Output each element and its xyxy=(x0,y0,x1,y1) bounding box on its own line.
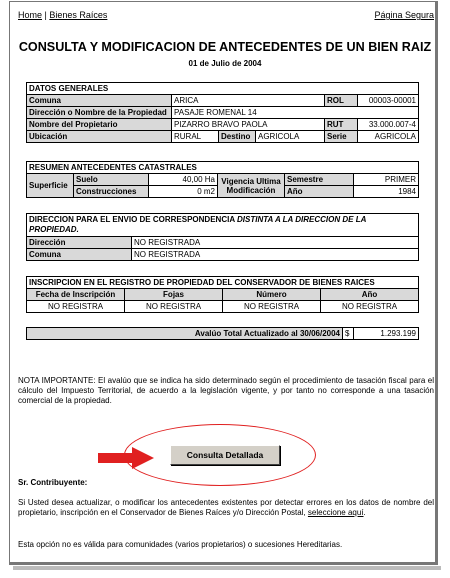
construcciones-label: Construcciones xyxy=(74,186,149,198)
comuna-value: ARICA xyxy=(172,95,325,107)
datos-header: DATOS GENERALES xyxy=(27,83,419,95)
datos-generales-table xyxy=(26,82,419,143)
inscripcion-table xyxy=(26,276,419,313)
page-shadow xyxy=(13,566,441,570)
nota-importante: NOTA IMPORTANTE: El avalúo que se indica ha sido determinado según el procedimiento de tasación fiscal para el cálculo del Impuesto Territorial, de acuerdo a la legislación vigente, y por tanto no corresponde a una tasación comercial de la propiedad. xyxy=(18,376,434,405)
corr-comuna-label: Comuna xyxy=(27,249,132,261)
suelo-value: 40,00 Ha xyxy=(149,174,218,186)
secure-page-link[interactable]: Página Segura xyxy=(374,10,434,20)
propietario-value: PIZARRO BRAVO PAOLA xyxy=(172,119,325,131)
comuna-label: Comuna xyxy=(27,95,172,107)
consulta-detallada-button[interactable]: Consulta Detallada xyxy=(170,445,280,465)
semestre-value: PRIMER xyxy=(354,174,419,186)
correspondencia-table xyxy=(26,213,419,261)
resumen-header: RESUMEN ANTECEDENTES CATASTRALES xyxy=(27,162,419,174)
serie-value: AGRICOLA xyxy=(358,131,419,143)
vigencia-label: Vigencia Ultima Modificación xyxy=(218,174,285,198)
home-link[interactable]: Home xyxy=(18,10,43,20)
ubicacion-label: Ubicación xyxy=(27,131,172,143)
red-arrow-icon xyxy=(98,447,158,469)
inscripcion-col-numero: Número xyxy=(223,289,321,301)
opcion-note: Esta opción no es válida para comunidades (varios propietarios) o sucesiones Hereditarias. xyxy=(18,540,343,549)
destino-value: AGRICOLA xyxy=(256,131,325,143)
contribuyente-heading: Sr. Contribuyente: xyxy=(18,478,88,487)
avaluo-currency: $ xyxy=(343,328,354,340)
ubicacion-value: RURAL xyxy=(172,131,219,143)
suelo-label: Suelo xyxy=(74,174,149,186)
correspondencia-header-a: DIRECCION PARA EL ENVIO DE CORRESPONDENCIA xyxy=(29,215,238,224)
rut-value: 33.000.007-4 xyxy=(358,119,419,131)
inscripcion-fojas-value: NO REGISTRA xyxy=(125,301,223,313)
resumen-table xyxy=(26,161,419,198)
inscripcion-col-ano: Año xyxy=(321,289,419,301)
page-date: 01 de Julio de 2004 xyxy=(188,59,262,68)
top-nav xyxy=(18,10,434,20)
superficie-label: Superficie xyxy=(27,174,74,198)
direccion-value: PASAJE ROMENAL 14 xyxy=(172,107,419,119)
serie-label: Serie xyxy=(325,131,358,143)
inscripcion-header: INSCRIPCION EN EL REGISTRO DE PROPIEDAD DEL CONSERVADOR DE BIENES RAICES xyxy=(27,277,419,289)
bienes-raices-link[interactable]: Bienes Raíces xyxy=(49,10,108,20)
correspondencia-header-b: DISTINTA A LA DIRECCION DE LA PROPIEDAD. xyxy=(29,215,367,234)
ano-value: 1984 xyxy=(354,186,419,198)
semestre-label: Semestre xyxy=(285,174,354,186)
corr-direccion-value: NO REGISTRADA xyxy=(132,237,419,249)
rut-label: RUT xyxy=(325,119,358,131)
inscripcion-numero-value: NO REGISTRA xyxy=(223,301,321,313)
avaluo-table xyxy=(26,327,419,340)
propietario-label: Nombre del Propietario xyxy=(27,119,172,131)
seleccione-aqui-link[interactable]: seleccione aquí xyxy=(307,508,364,517)
destino-label: Destino xyxy=(219,131,256,143)
direccion-label: Dirección o Nombre de la Propiedad xyxy=(27,107,172,119)
inscripcion-col-fecha: Fecha de Inscripción xyxy=(27,289,125,301)
avaluo-value: 1.293.199 xyxy=(354,328,419,340)
ano-label: Año xyxy=(285,186,354,198)
correspondencia-header xyxy=(27,214,419,237)
rol-value: 00003-00001 xyxy=(358,95,419,107)
corr-direccion-label: Dirección xyxy=(27,237,132,249)
inscripcion-fecha-value: NO REGISTRA xyxy=(27,301,125,313)
corr-comuna-value: NO REGISTRADA xyxy=(132,249,419,261)
page-title: CONSULTA Y MODIFICACION DE ANTECEDENTES DE UN BIEN RAIZ xyxy=(18,40,432,54)
actualizar-end: . xyxy=(363,508,366,517)
inscripcion-ano-value: NO REGISTRA xyxy=(321,301,419,313)
actualizar-paragraph xyxy=(18,498,434,518)
inscripcion-col-fojas: Fojas xyxy=(125,289,223,301)
avaluo-label: Avalúo Total Actualizado al 30/06/2004 xyxy=(27,328,343,340)
rol-label: ROL xyxy=(325,95,358,107)
actualizar-text: Si Usted desea actualizar, o modificar los antecedentes existentes por detectar errores en los datos de nombre del propietario, inscripción en el Conservador de Bienes Raíces y/o Dirección Postal, xyxy=(18,498,434,517)
construcciones-value: 0 m2 xyxy=(149,186,218,198)
nav-separator: | xyxy=(42,10,50,20)
